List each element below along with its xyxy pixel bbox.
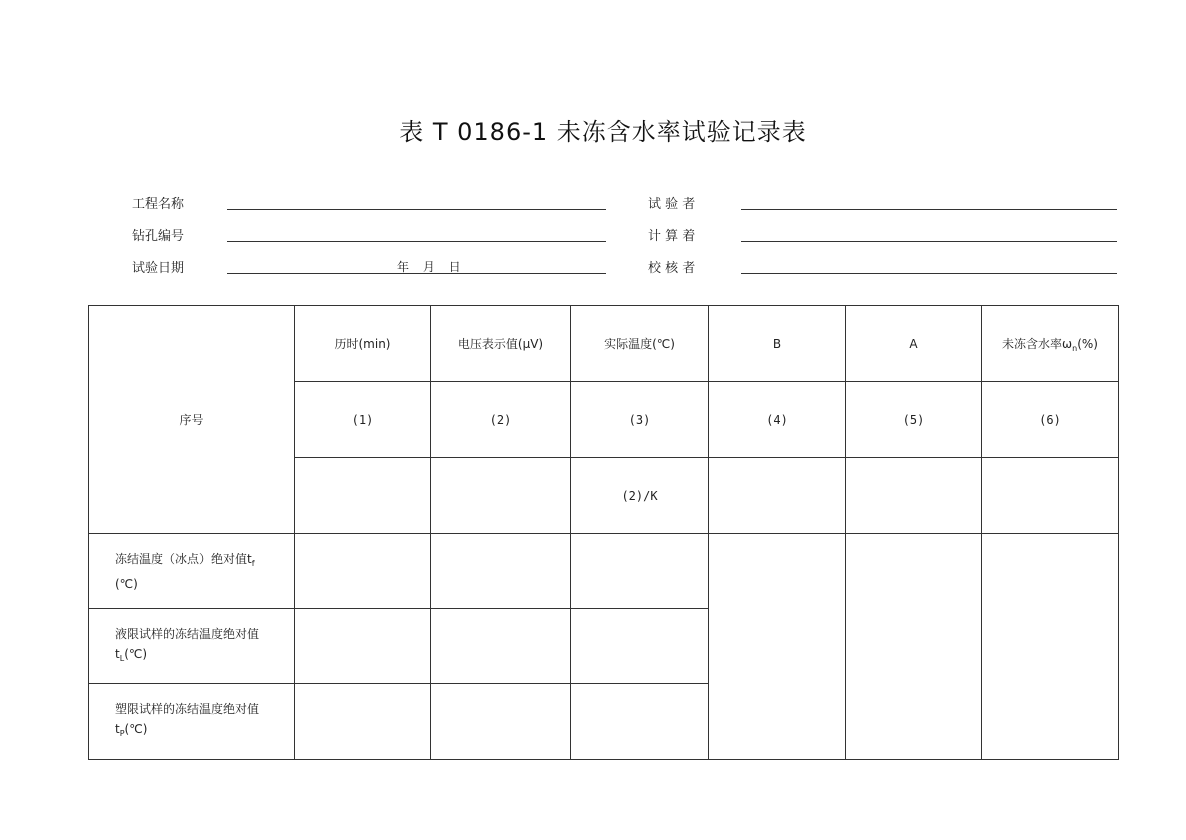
moisture-label: 未冻含水率ω xyxy=(1002,336,1073,351)
table-cell[interactable] xyxy=(571,609,709,684)
project-name-line[interactable] xyxy=(227,209,606,210)
col-number-6: (6) xyxy=(982,382,1119,458)
project-name-label: 工程名称 xyxy=(132,197,185,212)
liquid-limit-subscript: L xyxy=(119,653,125,663)
table-cell[interactable] xyxy=(571,534,709,609)
table-cell-merged-b[interactable] xyxy=(709,534,846,760)
freezing-temp-unit: (℃) xyxy=(115,576,138,591)
col-header-moisture xyxy=(982,306,1119,382)
table-cell[interactable] xyxy=(295,684,431,760)
table-cell[interactable] xyxy=(295,458,431,534)
freezing-temp-text: 冻结温度（冰点）绝对值t xyxy=(115,551,252,566)
table-cell[interactable] xyxy=(571,684,709,760)
col-number-4: (4) xyxy=(709,382,846,458)
plastic-limit-var: t xyxy=(115,722,120,736)
table-cell[interactable] xyxy=(431,534,571,609)
col-header-b: B xyxy=(709,306,846,382)
borehole-no-line[interactable] xyxy=(227,241,606,242)
tester-line[interactable] xyxy=(741,209,1117,210)
borehole-no-label: 钻孔编号 xyxy=(132,229,185,244)
date-placeholder: 年 月 日 xyxy=(397,260,461,274)
freezing-temp-subscript: f xyxy=(251,558,255,568)
plastic-limit-unit: (℃) xyxy=(124,722,148,736)
page-title: 表 T 0186-1 未冻含水率试验记录表 xyxy=(399,118,807,146)
col-number-3: (3) xyxy=(571,382,709,458)
moisture-unit: (%) xyxy=(1077,336,1098,351)
checker-label: 校 核 者 xyxy=(648,261,696,276)
calculator-label: 计 算 着 xyxy=(648,229,696,244)
col-header-voltage: 电压表示值(μV) xyxy=(431,306,571,382)
row-header-serial: 序号 xyxy=(89,306,295,534)
table-cell[interactable] xyxy=(431,609,571,684)
liquid-limit-unit: (℃) xyxy=(124,646,148,661)
col-number-1: (1) xyxy=(295,382,431,458)
col-number-2: (2) xyxy=(431,382,571,458)
table-cell[interactable] xyxy=(295,609,431,684)
test-date-label: 试验日期 xyxy=(132,261,185,276)
plastic-limit-text: 塑限试样的冻结温度绝对值 xyxy=(115,702,260,716)
liquid-limit-var: t xyxy=(115,646,120,661)
table-cell-merged-moisture[interactable] xyxy=(982,534,1119,760)
table-cell[interactable] xyxy=(982,458,1119,534)
col-header-a: A xyxy=(846,306,982,382)
liquid-limit-text: 液限试样的冻结温度绝对值 xyxy=(115,626,260,641)
liquid-limit-label xyxy=(89,609,295,684)
plastic-limit-subscript: P xyxy=(119,729,125,738)
table-cell[interactable] xyxy=(709,458,846,534)
freezing-temp-label xyxy=(89,534,295,609)
calculator-line[interactable] xyxy=(741,241,1117,242)
tester-label: 试 验 者 xyxy=(648,197,696,212)
plastic-limit-label xyxy=(89,684,295,760)
table-cell[interactable] xyxy=(431,458,571,534)
checker-line[interactable] xyxy=(741,273,1117,274)
col-header-duration: 历时(min) xyxy=(295,306,431,382)
table-cell-merged-a[interactable] xyxy=(846,534,982,760)
moisture-subscript: n xyxy=(1072,343,1078,353)
formula-cell: (2)/K xyxy=(571,458,709,534)
record-table xyxy=(88,305,1119,760)
col-header-actual-temp: 实际温度(℃) xyxy=(571,306,709,382)
table-cell[interactable] xyxy=(295,534,431,609)
col-number-5: (5) xyxy=(846,382,982,458)
table-cell[interactable] xyxy=(431,684,571,760)
table-cell[interactable] xyxy=(846,458,982,534)
